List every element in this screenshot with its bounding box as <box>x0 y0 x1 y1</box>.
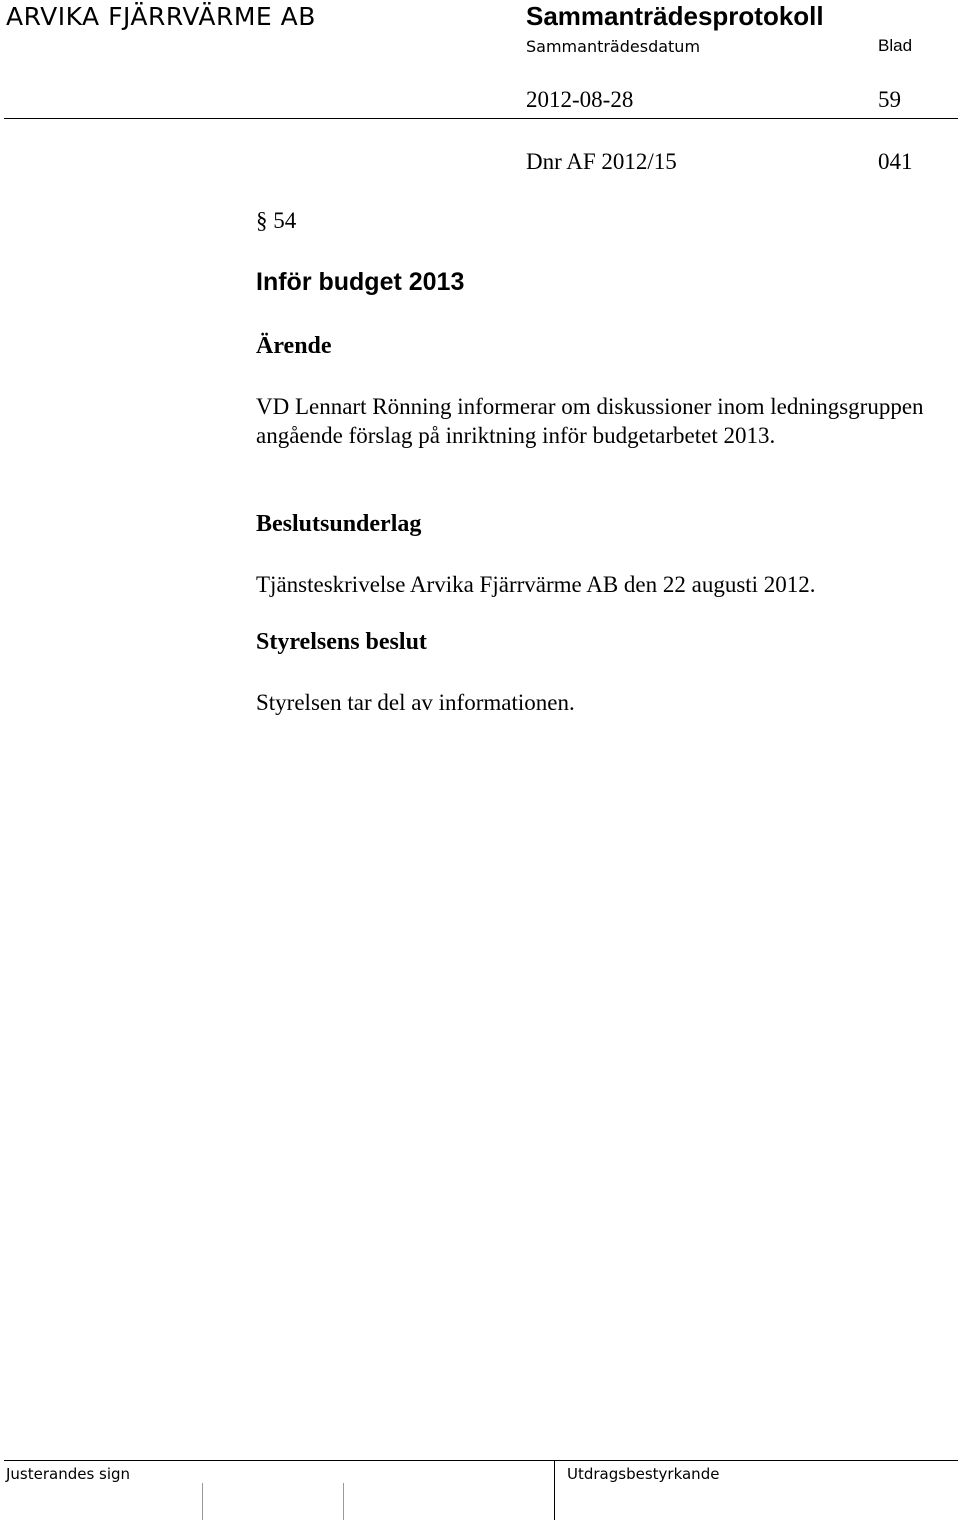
diary-number: Dnr AF 2012/15 <box>526 149 677 174</box>
diary-code: 041 <box>878 149 913 174</box>
extract-certification-label: Utdragsbestyrkande <box>567 1465 720 1483</box>
signature-label: Justerandes sign <box>6 1465 131 1483</box>
footer-divider <box>4 1460 958 1461</box>
signature-box-divider <box>343 1483 344 1520</box>
header-divider <box>4 118 958 119</box>
paragraph-number: § 54 <box>256 208 297 233</box>
signature-box-divider <box>202 1483 203 1520</box>
item-title: Inför budget 2013 <box>256 268 465 296</box>
page-label: Blad <box>878 36 913 55</box>
meeting-date-label: Sammanträdesdatum <box>526 37 701 56</box>
footer-column-divider <box>554 1460 555 1520</box>
section-text-beslutsunderlag: Tjänsteskrivelse Arvika Fjärrvärme AB den 22 augusti 2012. <box>256 572 816 597</box>
section-heading-beslutsunderlag: Beslutsunderlag <box>256 511 422 537</box>
organization-name: ARVIKA FJÄRRVÄRME AB <box>6 2 316 31</box>
section-heading-arende: Ärende <box>256 333 332 359</box>
document-type: Sammanträdesprotokoll <box>526 1 824 31</box>
meeting-date: 2012-08-28 <box>526 87 634 112</box>
section-text-arende: VD Lennart Rönning informerar om diskussioner inom ledningsgruppen angående förslag på inriktning inför budgetarbetet 2013. <box>256 394 924 448</box>
page-number: 59 <box>878 87 901 112</box>
section-text-beslut: Styrelsen tar del av informationen. <box>256 690 575 715</box>
section-heading-beslut: Styrelsens beslut <box>256 629 427 655</box>
